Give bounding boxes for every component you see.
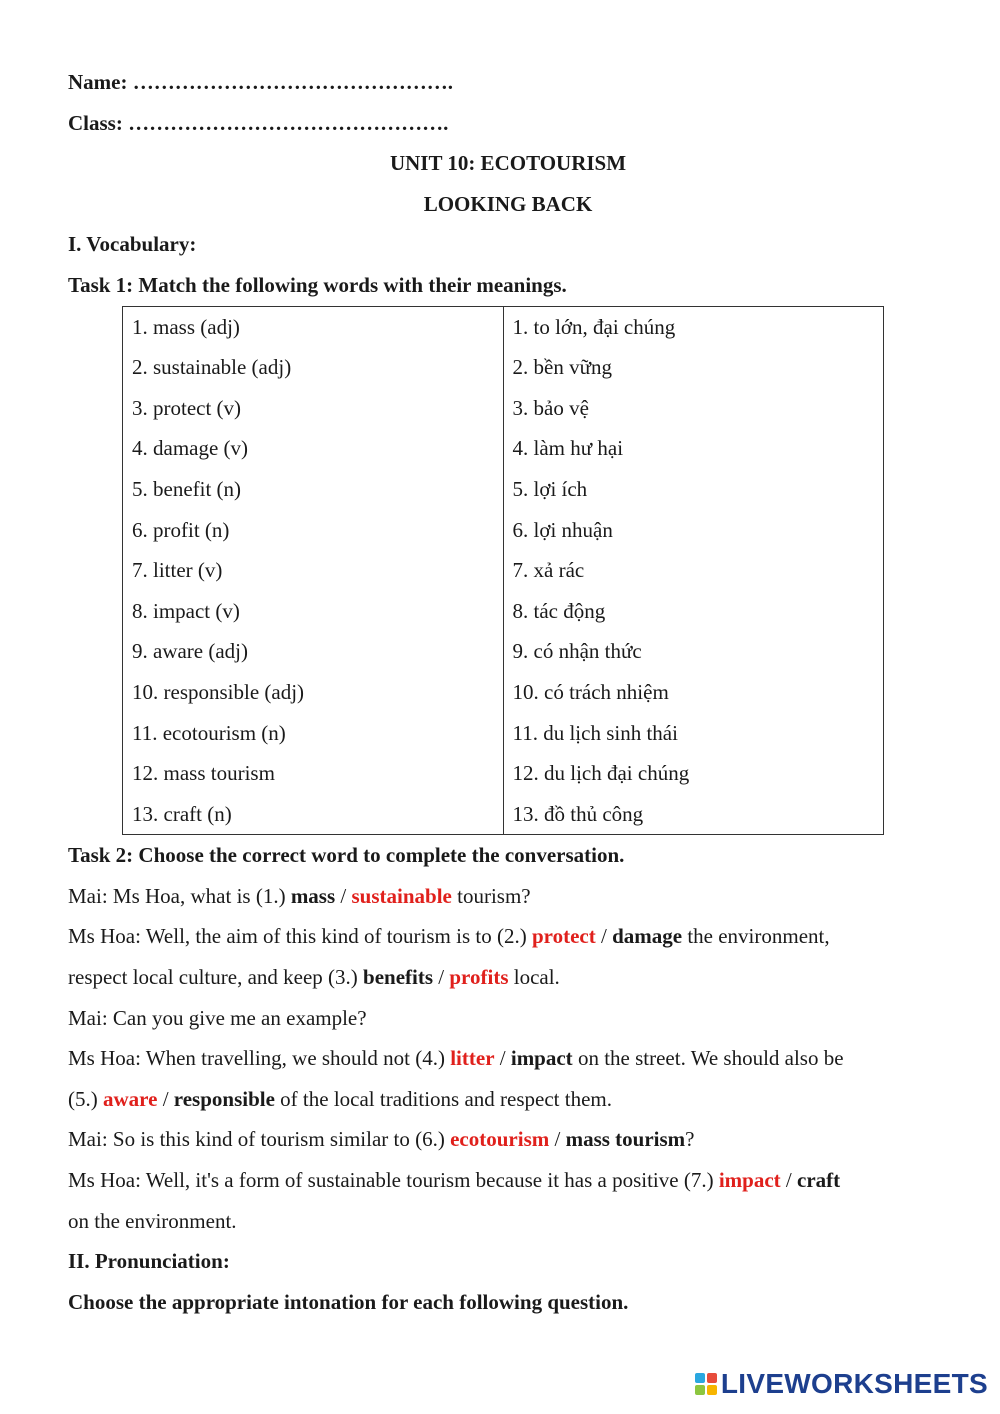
vietnamese-meaning-cell: 10. có trách nhiệm — [503, 672, 884, 713]
text: Ms Hoa: Well, it's a form of sustainable tourism because it has a positive (7.) — [68, 1168, 719, 1193]
table-row — [123, 591, 884, 632]
logo-square-icon — [707, 1373, 717, 1383]
worksheet-page — [68, 62, 948, 1322]
vocabulary-table — [122, 306, 884, 836]
task2-instruction: Task 2: Choose the correct word to complete the conversation. — [68, 843, 625, 868]
table-row — [123, 631, 884, 672]
text: Ms Hoa: Well, the aim of this kind of tourism is to (2.) — [68, 924, 532, 949]
table-row — [123, 469, 884, 510]
logo-square-icon — [707, 1385, 717, 1395]
name-line: Name: ………………………………………. — [68, 70, 453, 94]
text: respect local culture, and keep (3.) — [68, 965, 364, 990]
logo-text: LIVEWORKSHEETS — [720, 1368, 988, 1399]
option-5a[interactable]: aware — [103, 1086, 158, 1111]
vietnamese-meaning-cell: 5. lợi ích — [503, 469, 884, 510]
liveworksheets-logo — [695, 1368, 988, 1400]
table-row — [123, 753, 884, 794]
text: ? — [685, 1127, 695, 1152]
vietnamese-meaning-cell: 6. lợi nhuận — [503, 510, 884, 551]
english-word-cell: 13. craft (n) — [123, 794, 504, 835]
english-word-cell: 6. profit (n) — [123, 510, 504, 551]
vietnamese-meaning-cell: 4. làm hư hại — [503, 428, 884, 469]
text: of the local traditions and respect them. — [274, 1086, 612, 1111]
slash: / — [595, 924, 613, 949]
option-4a[interactable]: litter — [450, 1046, 495, 1071]
conversation-line-1 — [68, 876, 948, 917]
text: Ms Hoa: When travelling, we should not (4.) — [68, 1046, 451, 1071]
option-4b[interactable]: impact — [510, 1046, 573, 1071]
vietnamese-meaning-cell: 1. to lớn, đại chúng — [503, 306, 884, 347]
option-1b[interactable]: sustainable — [351, 883, 452, 908]
logo-square-icon — [695, 1373, 705, 1383]
vietnamese-meaning-cell: 8. tác động — [503, 591, 884, 632]
conversation-line-5 — [68, 1038, 948, 1079]
option-6b[interactable]: mass tourism — [565, 1127, 686, 1152]
slash: / — [157, 1086, 174, 1111]
english-word-cell: 8. impact (v) — [123, 591, 504, 632]
table-row — [123, 306, 884, 347]
english-word-cell: 11. ecotourism (n) — [123, 713, 504, 754]
conversation-line-3 — [68, 957, 948, 998]
option-2a[interactable]: protect — [531, 924, 596, 949]
table-row — [123, 388, 884, 429]
logo-square-icon — [695, 1385, 705, 1395]
table-row — [123, 550, 884, 591]
english-word-cell: 5. benefit (n) — [123, 469, 504, 510]
option-6a[interactable]: ecotourism — [450, 1127, 550, 1152]
text: Mai: So is this kind of tourism similar to (6.) — [68, 1127, 451, 1152]
conversation-line-6 — [68, 1079, 948, 1120]
option-5b[interactable]: responsible — [173, 1086, 275, 1111]
vietnamese-meaning-cell: 9. có nhận thức — [503, 631, 884, 672]
english-word-cell: 10. responsible (adj) — [123, 672, 504, 713]
slash: / — [780, 1168, 797, 1193]
english-word-cell: 12. mass tourism — [123, 753, 504, 794]
vietnamese-meaning-cell: 3. bảo vệ — [503, 388, 884, 429]
pronunciation-instruction: Choose the appropriate intonation for each following question. — [68, 1289, 629, 1314]
table-row — [123, 713, 884, 754]
option-7a[interactable]: impact — [718, 1168, 781, 1193]
option-7b[interactable]: craft — [797, 1168, 841, 1193]
english-word-cell: 3. protect (v) — [123, 388, 504, 429]
vietnamese-meaning-cell: 2. bền vững — [503, 347, 884, 388]
slash: / — [335, 883, 352, 908]
option-1a[interactable]: mass — [290, 883, 336, 908]
english-word-cell: 9. aware (adj) — [123, 631, 504, 672]
slash: / — [494, 1046, 511, 1071]
conversation-line-4: Mai: Can you give me an example? — [68, 1005, 367, 1030]
text: tourism? — [451, 883, 531, 908]
slash: / — [549, 1127, 566, 1152]
pronunciation-heading: II. Pronunciation: — [68, 1249, 230, 1274]
english-word-cell: 1. mass (adj) — [123, 306, 504, 347]
table-row — [123, 794, 884, 835]
text: on the street. We should also be — [572, 1046, 844, 1071]
english-word-cell: 2. sustainable (adj) — [123, 347, 504, 388]
option-3b[interactable]: profits — [449, 965, 509, 990]
table-row — [123, 510, 884, 551]
english-word-cell: 7. litter (v) — [123, 550, 504, 591]
conversation-line-9: on the environment. — [68, 1208, 237, 1233]
text: the environment, — [682, 924, 830, 949]
vietnamese-meaning-cell: 13. đồ thủ công — [503, 794, 884, 835]
vietnamese-meaning-cell: 7. xả rác — [503, 550, 884, 591]
conversation-line-7 — [68, 1119, 948, 1160]
unit-title: UNIT 10: ECOTOURISM — [389, 151, 627, 176]
conversation-line-2 — [68, 916, 948, 957]
vocabulary-heading: I. Vocabulary: — [68, 232, 197, 257]
table-row — [123, 672, 884, 713]
text: (5.) — [68, 1086, 103, 1111]
table-row — [123, 428, 884, 469]
vietnamese-meaning-cell: 11. du lịch sinh thái — [503, 713, 884, 754]
logo-mark-icon — [695, 1373, 717, 1395]
table-row — [123, 347, 884, 388]
english-word-cell: 4. damage (v) — [123, 428, 504, 469]
conversation-line-8 — [68, 1160, 948, 1201]
option-2b[interactable]: damage — [612, 924, 683, 949]
subtitle: LOOKING BACK — [423, 191, 593, 216]
class-line: Class: ………………………………………. — [68, 110, 449, 135]
text: Mai: Ms Hoa, what is (1.) — [68, 883, 291, 908]
slash: / — [433, 965, 450, 990]
task1-instruction: Task 1: Match the following words with their meanings. — [68, 272, 567, 297]
vietnamese-meaning-cell: 12. du lịch đại chúng — [503, 753, 884, 794]
text: local. — [508, 965, 560, 990]
option-3a[interactable]: benefits — [363, 965, 434, 990]
